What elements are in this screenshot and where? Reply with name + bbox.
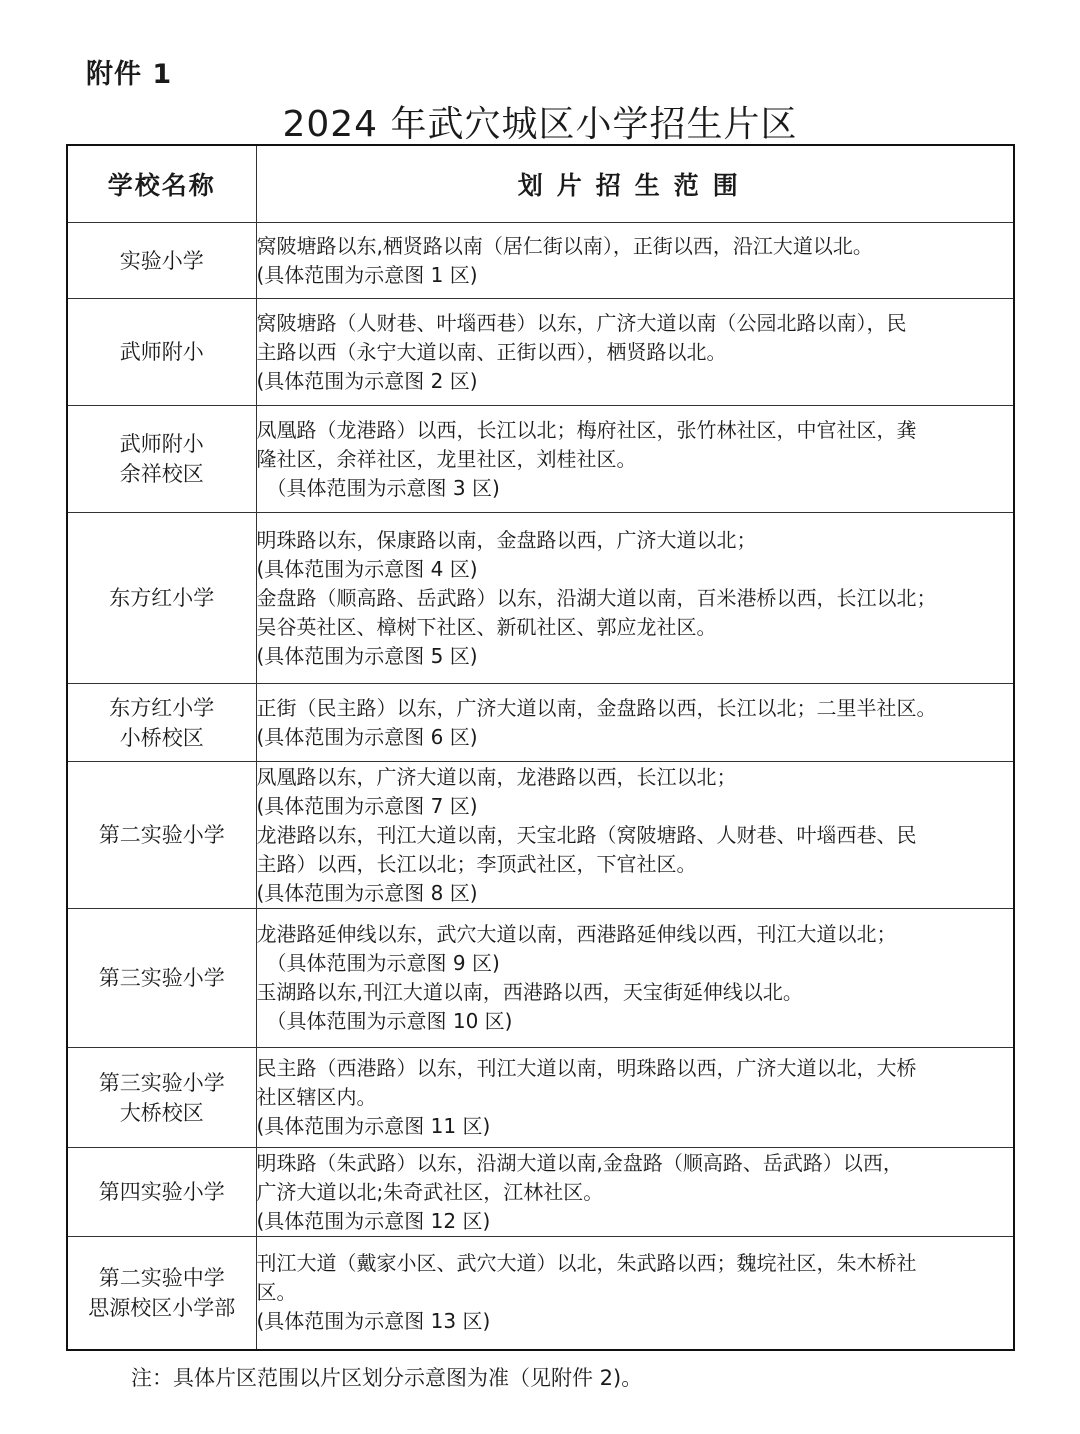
school-name-cell — [67, 1048, 256, 1148]
range-text-line: 广济大道以北;朱奇武社区，江林社区。 — [256, 1179, 604, 1204]
range-text-line: (具体范围为示意图 13 区) — [256, 1309, 491, 1334]
school-name-cell — [67, 909, 256, 1048]
enrollment-range-cell — [256, 299, 1014, 406]
enrollment-range-cell — [256, 1237, 1014, 1350]
range-text-line: （具体范围为示意图 3 区) — [266, 475, 500, 500]
range-text-line: 社区辖区内。 — [256, 1085, 377, 1109]
range-text-line: 明珠路（朱武路）以东，沿湖大道以南,金盘路（顺高路、岳武路）以西， — [256, 1150, 903, 1175]
range-text-line: (具体范围为示意图 5 区) — [256, 643, 478, 668]
school-name-cell — [67, 1237, 256, 1350]
range-text-line: 凤凰路以东，广济大道以南，龙港路以西，长江以北； — [256, 764, 737, 789]
header-school-name: 学校名称 — [67, 145, 256, 223]
school-name-line: 东方红小学 — [109, 586, 215, 610]
range-text-line: 窝陂塘路（人财巷、叶堖西巷）以东，广济大道以南（公园北路以南），民 — [256, 310, 907, 335]
school-name-line: 第三实验小学 — [98, 1070, 225, 1095]
range-text-line: 刊江大道（戴家小区、武穴大道）以北，朱武路以西；魏垸社区，朱木桥社 — [256, 1251, 917, 1276]
range-text-line: 凤凰路（龙港路）以西，长江以北；梅府社区，张竹林社区，中官社区，龚 — [256, 417, 917, 442]
document-title: 2024 年武穴城区小学招生片区 — [282, 104, 798, 145]
enrollment-range-cell — [256, 762, 1014, 909]
range-text-line: 民主路（西港路）以东，刊江大道以南，明珠路以西，广济大道以北，大桥 — [256, 1056, 917, 1080]
table-row — [67, 223, 1014, 299]
school-name-cell — [67, 1148, 256, 1237]
range-text-line: 主路）以西，长江以北；李顶武社区，下官社区。 — [256, 851, 697, 876]
school-name-cell — [67, 762, 256, 909]
range-text-line: 吴谷英社区、樟树下社区、新矶社区、郭应龙社区。 — [256, 614, 717, 639]
range-text-line: 玉湖路以东,刊江大道以南，西港路以西，天宝街延伸线以北。 — [256, 980, 803, 1004]
range-text-line: （具体范围为示意图 9 区) — [266, 951, 500, 975]
range-text-line: （具体范围为示意图 10 区) — [266, 1009, 513, 1033]
range-text-line: 金盘路（顺高路、岳武路）以东，沿湖大道以南，百米港桥以西，长江以北； — [256, 585, 937, 610]
range-text-line: 窝陂塘路以东,栖贤路以南（居仁街以南），正街以西，沿江大道以北。 — [256, 233, 873, 258]
range-text-line: (具体范围为示意图 8 区) — [256, 880, 478, 905]
range-text-line: 区。 — [256, 1280, 297, 1305]
school-name-line: 大桥校区 — [119, 1100, 204, 1125]
table-row — [67, 1237, 1014, 1350]
table-row — [67, 1048, 1014, 1148]
school-name-cell — [67, 406, 256, 513]
table-row — [67, 1148, 1014, 1237]
range-text-line: (具体范围为示意图 1 区) — [256, 262, 478, 287]
school-name-cell — [67, 299, 256, 406]
school-name-line: 小桥校区 — [119, 725, 204, 750]
range-text-line: 隆社区，余祥社区，龙里社区，刘桂社区。 — [256, 446, 637, 471]
school-name-line: 第二实验中学 — [98, 1265, 225, 1290]
enrollment-range-cell — [256, 684, 1014, 762]
school-name-line: 第二实验小学 — [98, 823, 225, 847]
table-row — [67, 909, 1014, 1048]
footnote: 注：具体片区范围以片区划分示意图为准（见附件 2)。 — [131, 1366, 643, 1390]
school-name-line: 余祥校区 — [119, 462, 204, 486]
table-row — [67, 762, 1014, 909]
table-row — [67, 299, 1014, 406]
enrollment-range-cell — [256, 909, 1014, 1048]
range-text-line: (具体范围为示意图 11 区) — [256, 1114, 491, 1138]
school-name-cell — [67, 684, 256, 762]
school-name-line: 第三实验小学 — [98, 966, 225, 990]
table-row — [67, 513, 1014, 684]
table-row — [67, 406, 1014, 513]
school-name-cell — [67, 513, 256, 684]
enrollment-range-cell — [256, 223, 1014, 299]
range-text-line: (具体范围为示意图 12 区) — [256, 1208, 491, 1233]
range-text-line: 正街（民主路）以东，广济大道以南，金盘路以西，长江以北；二里半社区。 — [256, 695, 937, 720]
enrollment-range-cell — [256, 1048, 1014, 1148]
school-name-cell — [67, 223, 256, 299]
school-name-line: 武师附小 — [119, 340, 204, 364]
enrollment-zone-table — [66, 144, 1015, 1351]
school-name-line: 实验小学 — [119, 248, 204, 273]
table-row — [67, 684, 1014, 762]
range-text-line: 龙港路延伸线以东，武穴大道以南，西港路延伸线以西，刊江大道以北； — [256, 922, 897, 946]
header-enrollment-range: 划片招生范围 — [256, 145, 1014, 223]
range-text-line: (具体范围为示意图 7 区) — [256, 793, 478, 818]
table-header-row — [67, 145, 1014, 223]
attachment-label: 附件 1 — [86, 59, 173, 90]
school-name-line: 武师附小 — [119, 432, 204, 456]
enrollment-range-cell — [256, 513, 1014, 684]
school-name-line: 第四实验小学 — [98, 1180, 225, 1204]
enrollment-range-cell — [256, 406, 1014, 513]
school-name-line: 思源校区小学部 — [88, 1295, 236, 1320]
range-text-line: (具体范围为示意图 4 区) — [256, 556, 478, 581]
range-text-line: 龙港路以东，刊江大道以南，天宝北路（窝陂塘路、人财巷、叶堖西巷、民 — [256, 822, 917, 847]
range-text-line: (具体范围为示意图 2 区) — [256, 368, 478, 393]
range-text-line: 主路以西（永宁大道以南、正街以西），栖贤路以北。 — [256, 339, 727, 364]
range-text-line: (具体范围为示意图 6 区) — [256, 724, 478, 749]
range-text-line: 明珠路以东，保康路以南，金盘路以西，广济大道以北； — [256, 527, 757, 552]
school-name-line: 东方红小学 — [109, 695, 215, 720]
enrollment-range-cell — [256, 1148, 1014, 1237]
